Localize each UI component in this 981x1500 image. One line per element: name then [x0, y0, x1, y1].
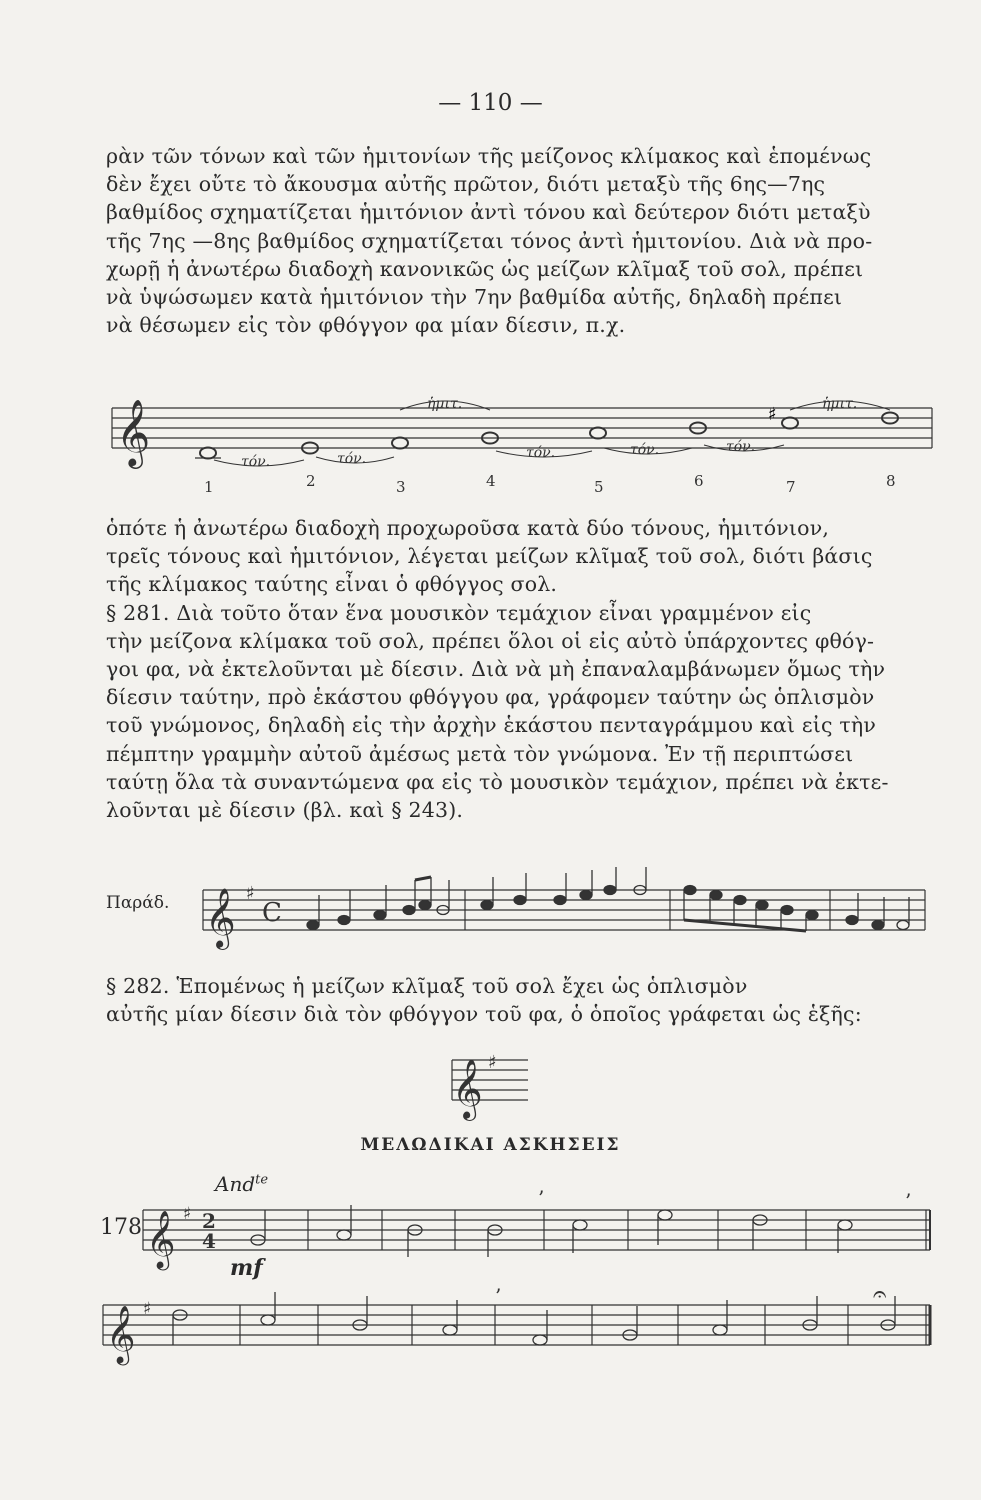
text-line: λοῦνται μὲ δίεσιν (βλ. καὶ § 243). [106, 797, 464, 822]
tempo-text: And [215, 1172, 256, 1196]
dynamic-marking: mf [230, 1255, 263, 1281]
text-line: νὰ θέσωμεν εἰς τὸν φθόγγον φα μίαν δίεσιν, π.χ. [106, 313, 626, 338]
text-line: δὲν ἔχει οὔτε τὸ ἄκουσμα αὐτῆς πρῶτον, διότι μεταξὺ τῆς 6ης—7ης [106, 172, 826, 197]
text-line: § 281. Διὰ τοῦτο ὅταν ἕνα μουσικὸν τεμάχιον εἶναι γραμμένον εἰς [106, 600, 812, 625]
text-line: τὴν μείζονα κλίμακα τοῦ σολ, πρέπει ὅλοι οἱ εἰς αὐτὸ ὑπάρχοντες φθόγ- [106, 628, 875, 653]
scale-note [782, 418, 798, 429]
treble-clef-icon: 𝄞 [106, 1305, 136, 1363]
text-line: βαθμίδος σχηματίζεται ἡμιτόνιον ἀντὶ τόνου καὶ δεύτερον διότι μεταξὺ [106, 200, 871, 225]
interval-label: ἡμιτ. [822, 396, 858, 412]
time-signature-bottom: 4 [202, 1229, 216, 1253]
scale-degree: 8 [886, 472, 896, 490]
paragraph-3 [106, 972, 956, 1028]
text-line: τῆς 7ης —8ης βαθμίδος σχηματίζεται τόνος ἀντὶ ἡμιτονίου. Διὰ νὰ προ- [106, 228, 873, 253]
treble-clef-icon: 𝄞 [452, 1059, 483, 1119]
example-staff [0, 865, 981, 955]
treble-clef-icon: 𝄞 [146, 1210, 176, 1268]
tempo-marking [215, 1172, 268, 1196]
interval-label: τόν. [726, 439, 756, 455]
section-heading: ΜΕΛΩΔΙΚΑΙ ΑΣΚΗΣΕΙΣ [360, 1135, 621, 1155]
scale-degree: 4 [486, 472, 496, 490]
sharp-icon: ♯ [768, 404, 777, 425]
scale-degree: 2 [306, 472, 316, 490]
paragraph-1 [106, 142, 956, 339]
text-line: ὁπότε ἡ ἀνωτέρω διαδοχὴ προχωροῦσα κατὰ δύο τόνους, ἡμιτόνιον, [106, 516, 830, 540]
breath-mark-icon: ’ [538, 1186, 545, 1210]
scale-degree: 3 [396, 478, 406, 496]
key-signature-staff [0, 1040, 981, 1120]
text-line: ταύτῃ ὅλα τὰ συναντώμενα φα εἰς τὸ μουσικὸν τεμάχιον, πρέπει νὰ ἐκτε- [106, 769, 889, 794]
text-line: γοι φα, νὰ ἐκτελοῦνται μὲ δίεσιν. Διὰ νὰ μὴ ἐπαναλαμβάνωμεν ὅμως τὴν [106, 656, 886, 681]
interval-label: τόν. [337, 451, 367, 467]
fermata-icon: 𝄐 [873, 1280, 887, 1308]
text-line: § 282. Ἑπομένως ἡ μείζων κλῖμαξ τοῦ σολ ἔχει ὡς ὁπλισμὸν [106, 974, 748, 998]
scale-degree: 5 [594, 478, 604, 496]
scale-degree: 6 [694, 472, 704, 490]
breath-mark-icon: ’ [905, 1189, 912, 1213]
scale-degree: 1 [204, 478, 214, 496]
scale-degree: 7 [786, 478, 796, 496]
exercise-number: 178 [100, 1215, 142, 1240]
scale-note [200, 448, 216, 459]
common-time-icon: C [262, 898, 282, 928]
interval-label: ἡμιτ. [427, 396, 463, 412]
treble-clef-icon: 𝄞 [205, 888, 236, 948]
interval-label: τόν. [630, 442, 660, 458]
text-line: χωρῇ ἡ ἀνωτέρω διαδοχὴ κανονικῶς ὡς μείζων κλῖμαξ τοῦ σολ, πρέπει [106, 256, 864, 281]
text-line: τρεῖς τόνους καὶ ἡμιτόνιον, λέγεται μείζων κλῖμαξ τοῦ σολ, διότι βάσις [106, 544, 873, 569]
tempo-sup: te [255, 1172, 269, 1188]
text-line: ρὰν τῶν τόνων καὶ τῶν ἡμιτονίων τῆς μείζονος κλίμακος καὶ ἑπομένως [106, 144, 872, 168]
paragraph-2 [106, 514, 956, 824]
sharp-icon: ♯ [246, 883, 255, 904]
sharp-icon: ♯ [488, 1052, 497, 1073]
page-number: — 110 — [438, 90, 543, 116]
treble-clef-icon: 𝄞 [116, 398, 151, 466]
interval-label: τόν. [241, 454, 271, 470]
text-line: πέμπτην γραμμὴν αὐτοῦ ἀμέσως μετὰ τὸν γνώμονα. Ἐν τῇ περιπτώσει [106, 741, 854, 766]
sharp-icon: ♯ [183, 1204, 192, 1224]
text-line: νὰ ὑψώσωμεν κατὰ ἡμιτόνιον τὴν 7ην βαθμίδα αὐτῆς, δηλαδὴ πρέπει [106, 284, 843, 309]
scale-note [590, 428, 606, 439]
text-line: δίεσιν ταύτην, πρὸ ἑκάστου φθόγγου φα, γράφομεν ταύτην ὡς ὁπλισμὸν [106, 685, 875, 710]
scale-staff [0, 370, 981, 510]
exercise-staff-2 [0, 1280, 981, 1365]
sharp-icon: ♯ [143, 1299, 152, 1319]
scale-note [392, 438, 408, 449]
text-line: αὐτῆς μίαν δίεσιν διὰ τὸν φθόγγον τοῦ φα, ὁ ὁποῖος γράφεται ὡς ἑξῆς: [106, 1002, 862, 1027]
breath-mark-icon: ’ [495, 1284, 502, 1308]
text-line: τοῦ γνώμονος, δηλαδὴ εἰς τὴν ἀρχὴν ἑκάστου πενταγράμμου καὶ εἰς τὴν [106, 713, 877, 738]
text-line: τῆς κλίμακος ταύτης εἶναι ὁ φθόγγος σολ. [106, 572, 558, 597]
example-label: Παράδ. [106, 893, 170, 913]
interval-label: τόν. [526, 445, 556, 461]
time-signature-top: 2 [202, 1209, 216, 1233]
